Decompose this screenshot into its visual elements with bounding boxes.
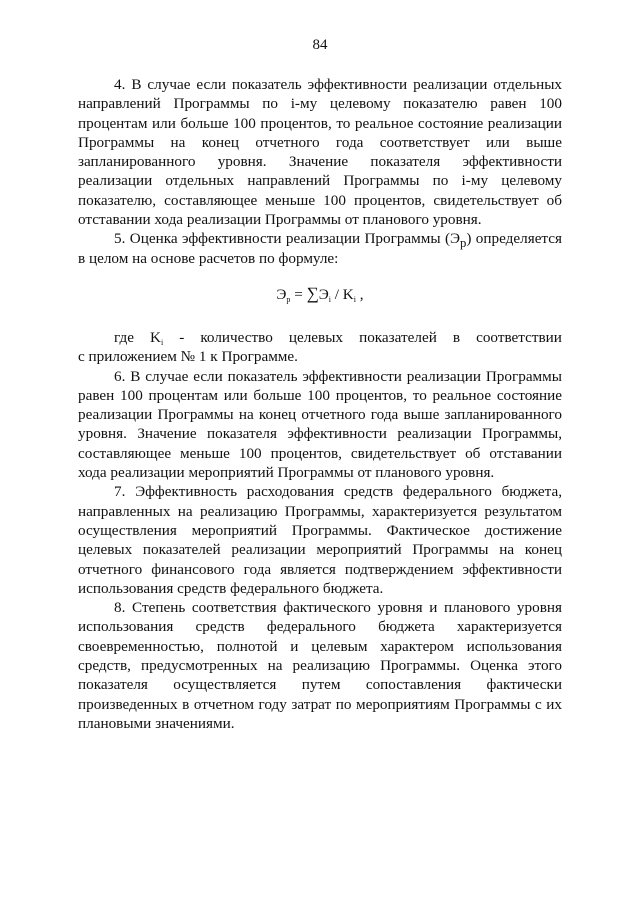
formula-term-sub: i: [328, 294, 331, 304]
formula-lhs-sub: р: [286, 294, 291, 304]
where-k-sub: i: [160, 337, 164, 347]
paragraph-8: 8. Степень соответствия фактического уровня и планового уровня использования средств федерального бюджета характеризуется своевременностью, полнотой и целевым характером использования средств, предусмотренных на реализацию Программы. Оценка этого показателя осуществляется путем сопоставления фактически произведенных в отчетном году затрат по мероприятиям Программы с их плановыми значениями.: [78, 599, 562, 732]
where-dash: -: [179, 328, 185, 346]
document-body: [78, 75, 562, 733]
paragraph-5-start: 5. Оценка эффективности реализации Программы (Э: [114, 230, 461, 248]
paragraph-4: 4. В случае если показатель эффективности реализации отдельных направлений Программы по i-му целевому показателю равен 100 процентам или больше 100 процентов, то реальное состояние реализации Программы на конец отчетного года соответствует или выше запланированного уровня. Значение показателя эффективности реализации отдельных направлений Программы по i-му целевому показателю, составляющее меньше 100 процентов, свидетельствует об отставании хода реализации Программы от планового уровня.: [78, 76, 562, 229]
formula-divide: / K: [330, 285, 354, 303]
where-word-3: целевых: [288, 328, 344, 346]
paragraph-7: 7. Эффективность расходования средств федерального бюджета, направленных на реализацию Программы, характеризуется результатом осуществления мероприятий Программы. Фактическое достижение целевых показателей реализации мероприятий Программы на конец отчетного финансового года является подтверждением эффективности использования средств федерального бюджета.: [78, 483, 562, 597]
sum-symbol: ∑: [306, 283, 319, 303]
paragraph-5: [78, 229, 562, 268]
formula: [78, 283, 562, 306]
formula-tail: ,: [356, 285, 364, 303]
formula-term: Э: [318, 285, 329, 303]
paragraph-6: 6. В случае если показатель эффективности реализации Программы равен 100 процентам или больше 100 процентов, то реальное состояние реализации Программы на конец отчетного года выше запланированного уровня. Значение показателя эффективности реализации Программы, составляющее меньше 100 процентов, свидетельствует об отставании хода реализации мероприятий Программы от планового уровня.: [78, 367, 562, 482]
formula-equals: =: [290, 285, 307, 303]
where-word-4: показателей: [359, 328, 437, 346]
page-number: 84: [312, 37, 328, 53]
paragraph-5-end: ) определяется в целом на основе расчетов по формуле:: [78, 230, 562, 267]
where-word-2: количество: [200, 328, 273, 346]
where-line-2: с приложением № 1 к Программе.: [78, 348, 298, 366]
paragraph-5-sub: р: [460, 236, 467, 251]
where-line: [78, 328, 562, 347]
where-word-1: где: [114, 328, 134, 346]
formula-div-sub: i: [353, 294, 356, 304]
formula-lhs: Э: [276, 285, 287, 303]
where-k: K: [149, 328, 161, 346]
where-word-6: соответствии: [476, 328, 562, 346]
where-symbol: [150, 328, 163, 347]
where-word-5: в: [452, 328, 461, 346]
